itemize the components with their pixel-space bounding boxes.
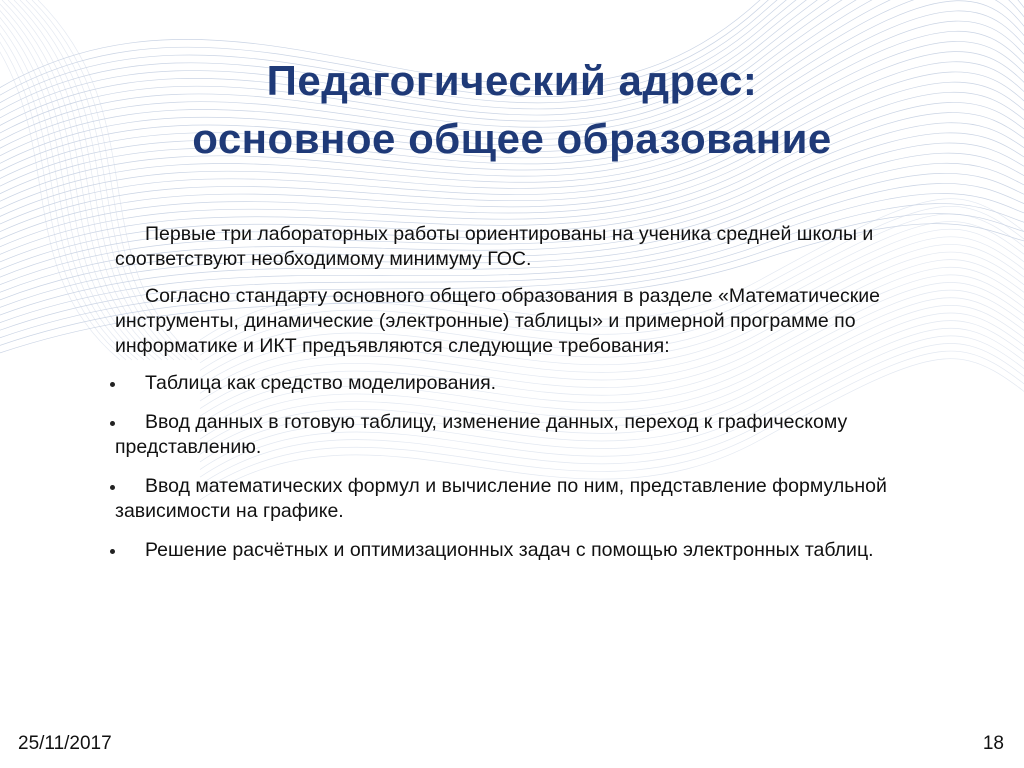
requirements-list: [115, 371, 925, 563]
standard-paragraph: Согласно стандарту основного общего образования в разделе «Математические инструменты, динамические (электронные) таблицы» и примерной программе по информатике и ИКТ предъявляются следующие требования:: [115, 285, 881, 357]
list-item-text: Ввод математических формул и вычисление по ним, представление формульной зависимости на графике.: [115, 475, 887, 522]
title-line-2: основное общее образование: [192, 115, 832, 162]
intro-paragraph: Первые три лабораторных работы ориентированы на ученика средней школы и соответствуют необходимому минимуму ГОС.: [115, 223, 874, 270]
bullet-icon: [110, 382, 115, 387]
bullet-icon: [110, 485, 115, 490]
list-item: [115, 474, 925, 524]
slide-title: [40, 52, 984, 168]
list-item-text: Ввод данных в готовую таблицу, изменение данных, переход к графическому представлению.: [115, 411, 848, 458]
list-item: [115, 371, 925, 396]
list-item-text: Решение расчётных и оптимизационных задач с помощью электронных таблиц.: [145, 539, 874, 561]
list-item: [115, 538, 925, 563]
title-line-1: Педагогический адрес:: [266, 57, 758, 104]
footer-date: 25/11/2017: [18, 733, 112, 754]
list-item-text: Таблица как средство моделирования.: [145, 372, 497, 394]
page-number: 18: [982, 733, 1004, 754]
bullet-icon: [110, 421, 115, 426]
slide-body: [115, 222, 925, 577]
list-item: [115, 410, 925, 460]
bullet-icon: [110, 549, 115, 554]
